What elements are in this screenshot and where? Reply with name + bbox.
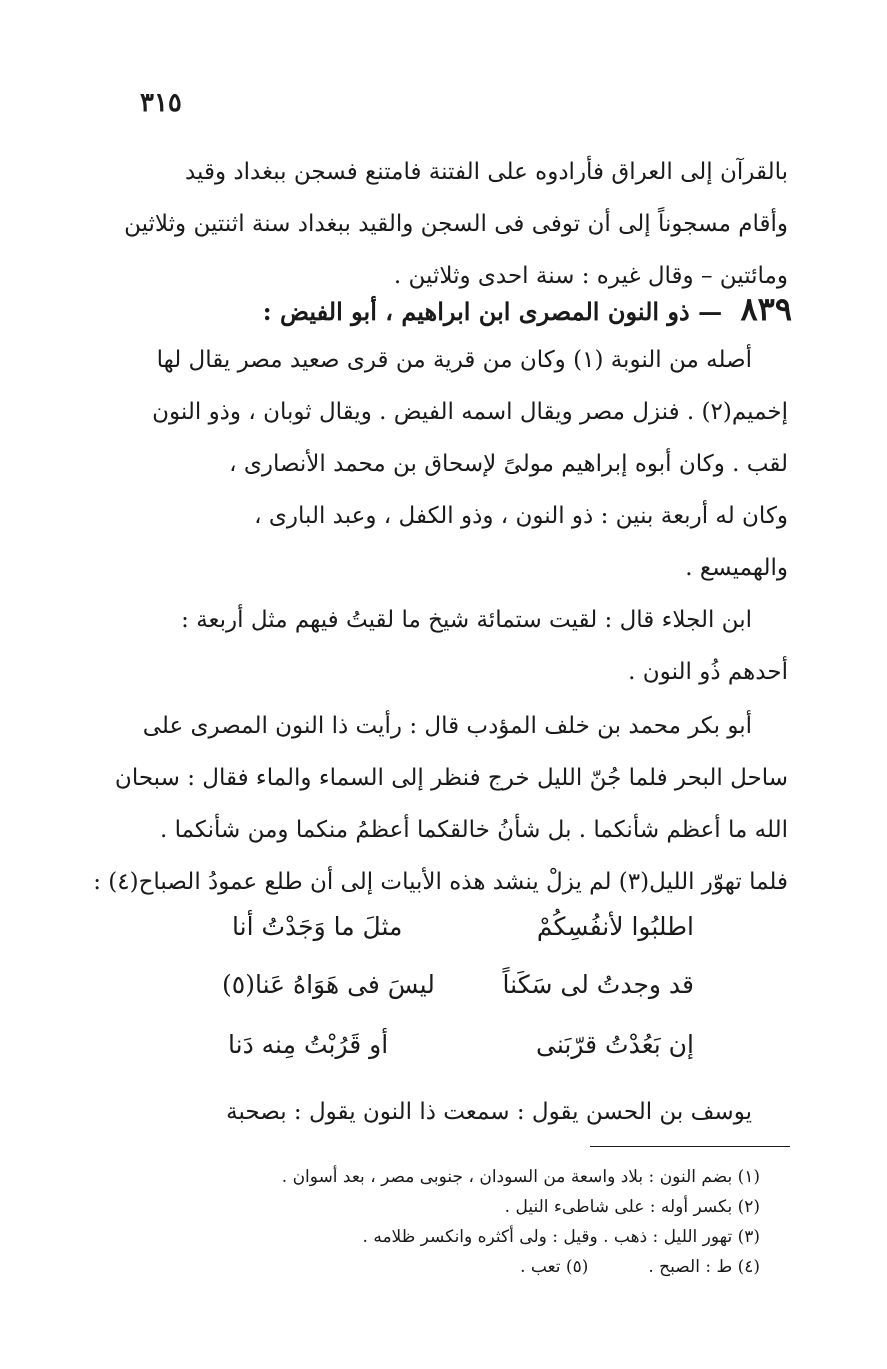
entry-title: ذو النون المصرى ابن ابراهيم ، أبو الفيض :: [262, 297, 690, 326]
footnote: (٢) بكسر أوله : على شاطىء النيل .: [504, 1197, 760, 1217]
verse-first-hemistich: اطلبُوا لأنفُسِكُمْ: [536, 912, 694, 941]
text-line: يوسف بن الحسن يقول : سمعت ذا النون يقول : بصحبة: [226, 1099, 752, 1125]
paragraph-abu-bakr: [93, 700, 788, 908]
intro-paragraph: [124, 146, 788, 302]
verse-line: [222, 970, 694, 1010]
entry-heading: [262, 290, 792, 328]
verse-second-hemistich: مثلَ ما وَجَدْتُ أنا: [232, 912, 403, 941]
text-line: بالقرآن إلى العراق فأرادوه على الفتنة فامتنع فسجن ببغداد وقيد: [184, 159, 788, 185]
entry-number: ٨٣٩: [740, 290, 792, 328]
verse-line: [232, 912, 694, 952]
footnote: (٤) ط : الصبح .: [648, 1257, 760, 1277]
entry-dash: —: [698, 297, 723, 326]
text-line: ومائتين – وقال غيره : سنة احدى وثلاثين .: [393, 263, 788, 289]
text-line: فلما تهوّر الليل(٣) لم يزلْ ينشد هذه الأبيات إلى أن طلع عمودُ الصباح(٤) :: [93, 869, 788, 895]
footnote: (٣) تهور الليل : ذهب . وقيل : ولى أكثره وانكسر ظلامه .: [362, 1227, 760, 1247]
text-line: أحدهم ذُو النون .: [628, 659, 788, 685]
verse-line: [228, 1030, 694, 1070]
verse-first-hemistich: قد وجدتُ لى سَكَناً: [502, 970, 694, 999]
paragraph-yusuf: [128, 1086, 788, 1138]
footnote-separator: [590, 1146, 790, 1147]
footnote: (١) بضم النون : بلاد واسعة من السودان ، جنوبى مصر ، بعد أسوان .: [281, 1167, 760, 1187]
verse-second-hemistich: أو قَرُبْتُ مِنه دَنا: [228, 1030, 389, 1059]
text-line: لقب . وكان أبوه إبراهيم مولىً لإسحاق بن محمد الأنصارى ،: [229, 451, 788, 477]
text-line: الله ما أعظم شأنكما . بل شأنُ خالقكما أعظمُ منكما ومن شأنكما .: [159, 817, 788, 843]
paragraph-origin: [128, 334, 788, 594]
text-line: وكان له أربعة بنين : ذو النون ، وذو الكفل ، وعبد البارى ،: [254, 503, 788, 529]
paragraph-ibn-al-jalla: [128, 594, 788, 698]
footnote: (٥) تعب .: [520, 1257, 589, 1277]
footnote-row: [140, 1252, 760, 1282]
text-line: ابن الجلاء قال : لقيت ستمائة شيخ ما لقيتُ فيهم مثل أربعة :: [181, 607, 752, 633]
footnotes: [140, 1162, 760, 1282]
text-line: أبو بكر محمد بن خلف المؤدب قال : رأيت ذا النون المصرى على: [142, 713, 752, 739]
text-line: إخميم(٢) . فنزل مصر ويقال اسمه الفيض . ويقال ثوبان ، وذو النون: [152, 399, 788, 425]
verse-first-hemistich: إن بَعُدْتُ قرّبَنى: [536, 1030, 694, 1059]
text-line: والهميسع .: [685, 555, 788, 581]
text-line: وأقام مسجوناً إلى أن توفى فى السجن والقيد ببغداد سنة اثنتين وثلاثين: [124, 211, 788, 237]
verse-second-hemistich: ليسَ فى هَوَاهُ عَنا(٥): [222, 970, 435, 999]
page-number: ٣١٥: [140, 88, 182, 118]
text-line: أصله من النوبة (١) وكان من قرية من قرى صعيد مصر يقال لها: [156, 347, 752, 373]
text-line: ساحل البحر فلما جُنّ الليل خرج فنظر إلى السماء والماء فقال : سبحان: [114, 765, 788, 791]
